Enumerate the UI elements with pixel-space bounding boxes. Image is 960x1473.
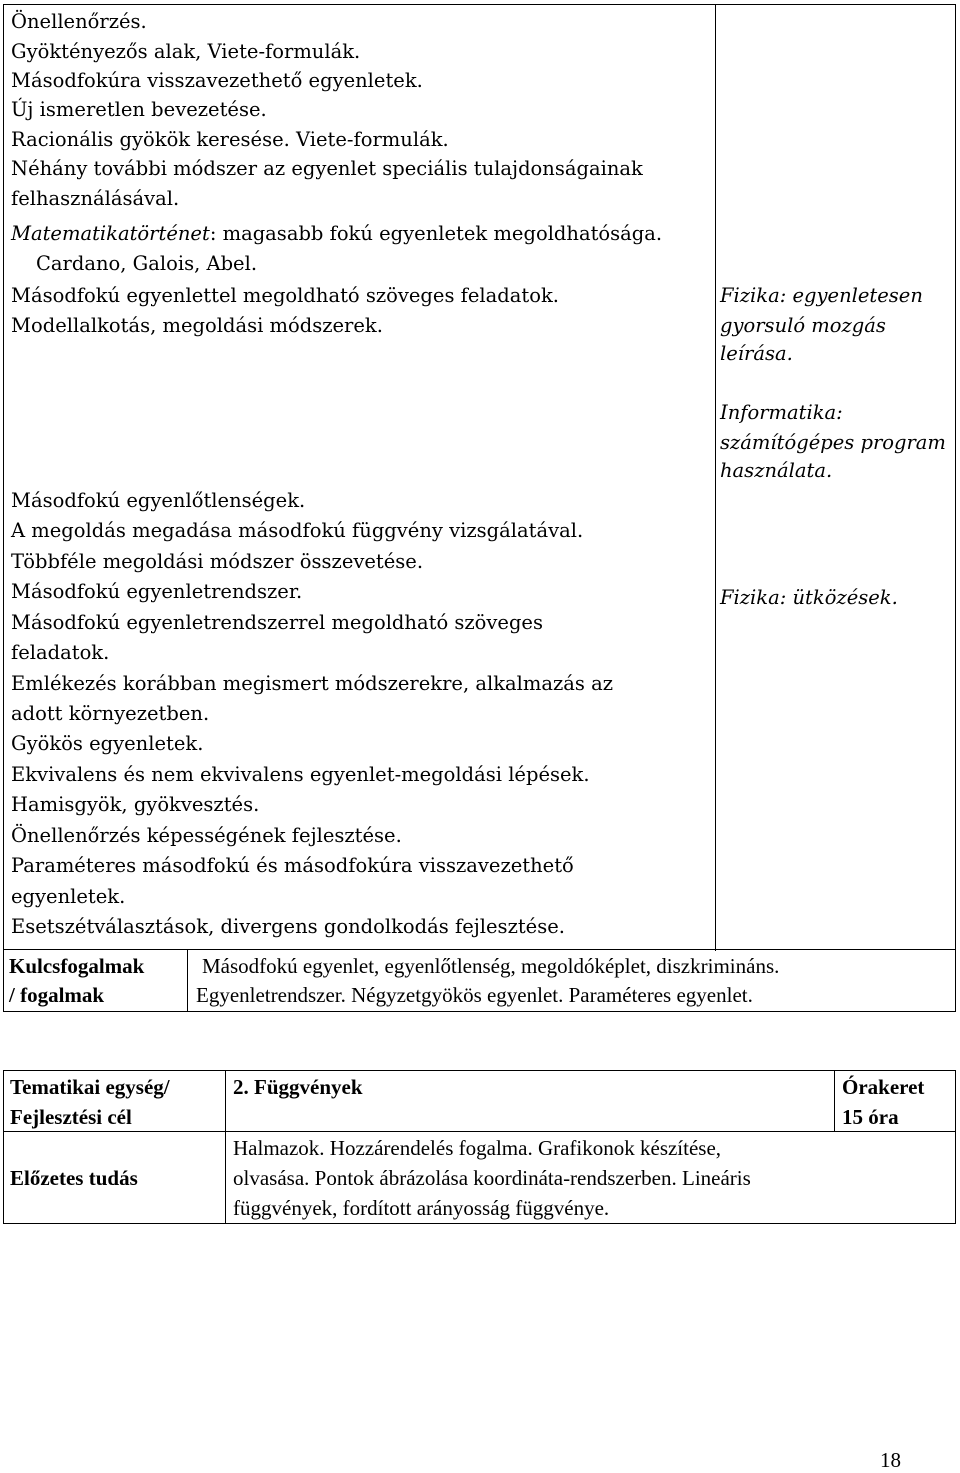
topic-line: Hamisgyök, gyökvesztés. [11,793,260,816]
topic-line: Emlékezés korábban megismert módszerekre, alkalmazás az [11,672,614,695]
column-divider [225,1071,226,1223]
topic-line: feladatok. [11,641,110,664]
topic-line: Paraméteres másodfokú és másodfokúra visszavezethető [11,854,574,877]
column-divider [715,5,716,951]
connection-line: számítógépes program [720,431,946,454]
topic-line: Önellenőrzés képességének fejlesztése. [11,824,402,847]
connection-line: leírása. [720,342,793,365]
topic-line: Másodfokúra visszavezethető egyenletek. [11,69,423,92]
prior-knowledge-text: függvények, fordított arányosság függvénye. [233,1196,610,1220]
topic-line: Cardano, Galois, Abel. [36,252,258,275]
hours-label: Órakeret [842,1075,925,1099]
column-divider [187,950,188,1011]
topic-line: egyenletek. [11,885,126,908]
connection-line: gyorsuló mozgás [720,314,886,337]
key-concepts-label: / fogalmak [9,983,105,1007]
row-divider [4,1131,955,1132]
topic-line: Másodfokú egyenlőtlenségek. [11,489,306,512]
connection-line: Informatika: [720,401,843,424]
connection-line: Fizika: ütközések. [720,586,898,609]
history-text: : magasabb fokú egyenletek megoldhatósága. [209,222,663,245]
topic-line: Új ismeretlen bevezetése. [11,98,267,121]
prior-knowledge-text: olvasása. Pontok ábrázolása koordináta-rendszerben. Lineáris [233,1166,751,1190]
key-concepts-label: Kulcsfogalmak [9,954,145,978]
connection-line: használata. [720,459,833,482]
theme-label: Fejlesztési cél [10,1105,132,1129]
topic-line-history [11,222,662,246]
topic-line: Néhány további módszer az egyenlet speciális tulajdonságainak [11,157,643,180]
prior-knowledge-label: Előzetes tudás [10,1166,138,1190]
prior-knowledge-text: Halmazok. Hozzárendelés fogalma. Grafikonok készítése, [233,1136,722,1160]
topic-line: Önellenőrzés. [11,10,147,33]
theme-label: Tematikai egység/ [10,1075,170,1099]
column-divider [834,1071,835,1131]
theme-title: 2. Függvények [233,1075,363,1099]
key-concepts-text: Másodfokú egyenlet, egyenlőtlenség, megoldóképlet, diszkrimináns. [202,954,780,978]
topic-line: Többféle megoldási módszer összevetése. [11,550,424,573]
page-number: 18 [880,1448,901,1472]
topics-table [3,4,956,950]
key-concepts-text: Egyenletrendszer. Négyzetgyökös egyenlet. Paraméteres egyenlet. [196,983,753,1007]
topic-line: adott környezetben. [11,702,210,725]
topic-line: Modellalkotás, megoldási módszerek. [11,314,383,337]
topic-line: Másodfokú egyenletrendszerrel megoldható szöveges [11,611,543,634]
unit-table [3,1070,956,1224]
hours-value: 15 óra [842,1105,899,1129]
key-concepts-table [3,949,956,1012]
connection-line: Fizika: egyenletesen [720,284,923,307]
topic-line: Racionális gyökök keresése. Viete-formulák. [11,128,449,151]
topic-line: Gyöktényezős alak, Viete-formulák. [11,40,361,63]
topic-line: A megoldás megadása másodfokú függvény vizsgálatával. [11,519,584,542]
topic-line: felhasználásával. [11,187,180,210]
topic-line: Esetszétválasztások, divergens gondolkodás fejlesztése. [11,915,565,938]
topic-line: Gyökös egyenletek. [11,732,204,755]
topic-line: Ekvivalens és nem ekvivalens egyenlet-megoldási lépések. [11,763,590,786]
topic-line: Másodfokú egyenlettel megoldható szöveges feladatok. [11,284,559,307]
history-label: Matematikatörténet [11,222,210,245]
topic-line: Másodfokú egyenletrendszer. [11,580,303,603]
